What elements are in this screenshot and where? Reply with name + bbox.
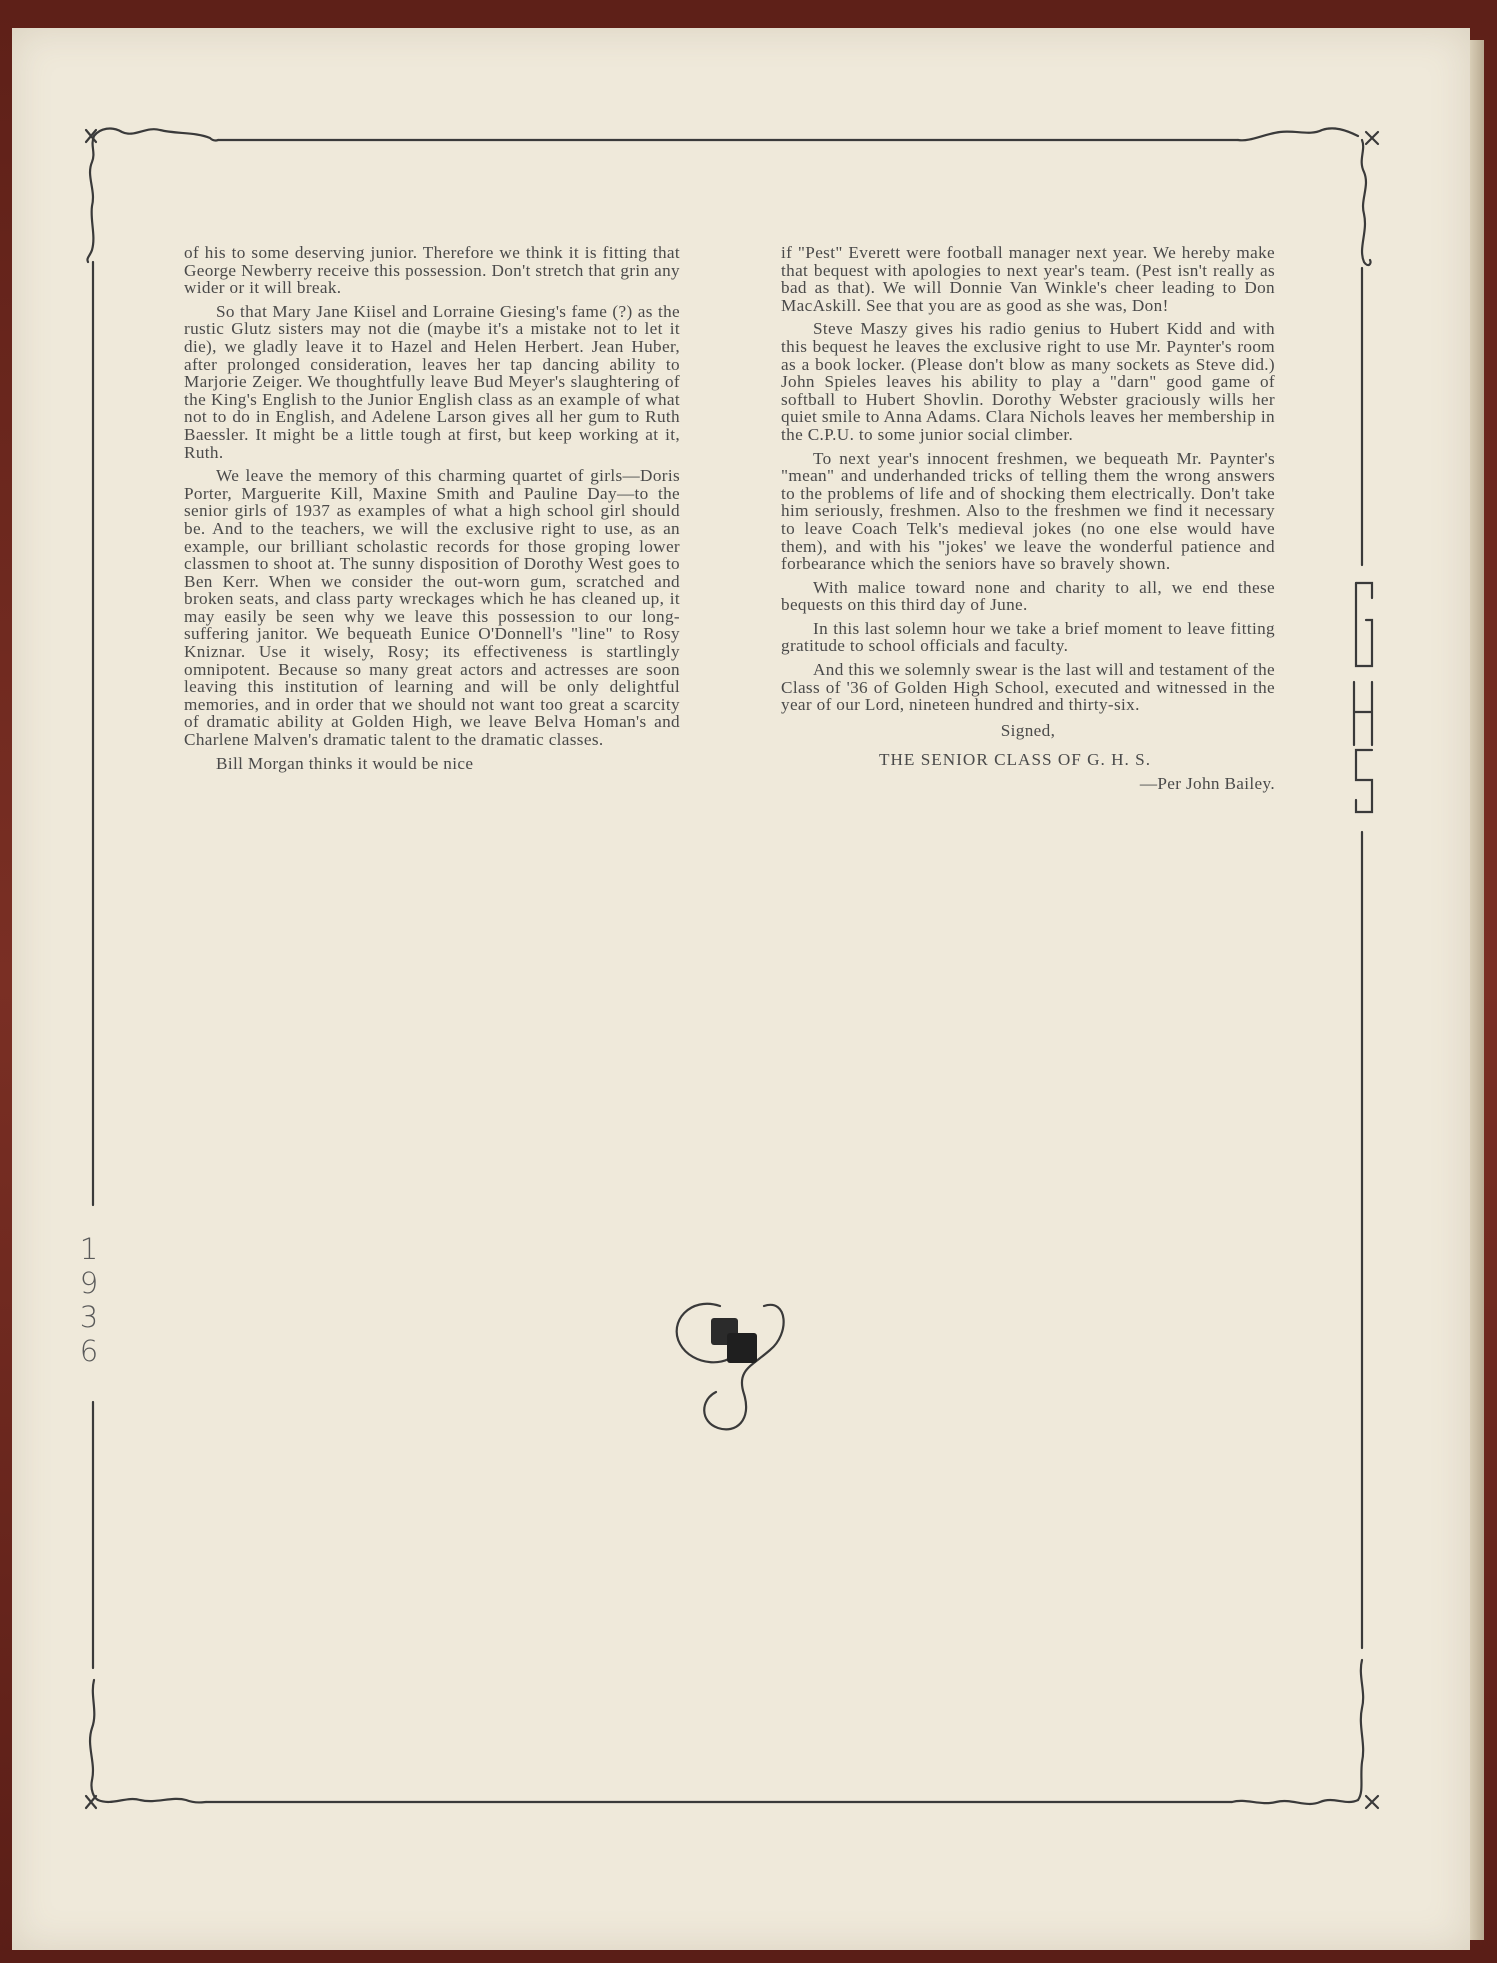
paragraph: of his to some deserving junior. Therefore we think it is fitting that George Newberry receive this possession. Don't stretch that grin any wider or it will break. xyxy=(184,243,680,298)
year-digit: 3 xyxy=(79,1300,99,1334)
year-vertical xyxy=(74,1232,104,1368)
signed-label: Signed, xyxy=(1000,720,1056,740)
paragraph: We leave the memory of this charming quartet of girls—Doris Porter, Marguerite Kill, Maxine Smith and Pauline Day—to the senior girls of 1937 as examples of what a high school girl should be. And to the teachers, we will the exclusive right to use, as an example, our brilliant scholastic records for those groping lower classmen to shoot at. The sunny disposition of Dorothy West goes to Ben Kerr. When we consider the out-worn gum, scratched and broken seats, and class party wreckages which he has cleaned up, it may easily be seen why we leave this possession to our long-suffering janitor. We bequeath Eunice O'Donnell's "line" to Rosy Kniznar. Use it wisely, Rosy; its effectiveness is startlingly omnipotent. Because so many great actors and actresses are soon leaving this institution of learning and will be only delightful memories, and in order that we should not want too great a scarcity of dramatic ability at Golden High, we leave Belva Homan's and Charlene Malven's dramatic talent to the dramatic classes. xyxy=(184,466,680,750)
paragraph: Steve Maszy gives his radio genius to Hubert Kidd and with this bequest he leaves the exclusive right to use Mr. Paynter's room as a book locker. (Please don't blow as many sockets as Steve did.) John Spieles leaves his ability to play a "darn" good game of softball to Hubert Shovlin. Dorothy Webster graciously wills her quiet smile to Anna Adams. Clara Nichols leaves her membership in the C.P.U. to some junior social climber. xyxy=(781,319,1275,444)
year-digit: 6 xyxy=(79,1334,99,1368)
paragraph: With malice toward none and charity to all, we end these bequests on this third day of June. xyxy=(781,577,1275,615)
paragraph: And this we solemnly swear is the last will and testament of the Class of '36 of Golden High School, executed and witnessed in the year of our Lord, nineteen hundred and thirty-six. xyxy=(781,660,1275,715)
paragraph: To next year's innocent freshmen, we bequeath Mr. Paynter's "mean" and underhanded tricks of telling them the wrong answers to the problems of life and of shocking them electrically. Don't take him seriously, freshmen. Also to the freshmen we find it necessary to leave Coach Telk's medieval jokes (no one else would have them), and with his "jokes' we leave the wonderful patience and forbearance which the seniors have so bravely shown. xyxy=(781,448,1275,574)
signature-class: THE SENIOR CLASS OF G. H. S. xyxy=(879,750,1151,770)
monogram-blocks xyxy=(711,1318,757,1363)
paragraph: So that Mary Jane Kiisel and Lorraine Giesing's fame (?) as the rustic Glutz sisters may not die (maybe it's a mistake not to let it die), we gladly leave it to Hazel and Helen Herbert. Jean Huber, after prolonged consideration, leaves her tap dancing ability to Marjorie Zeiger. We thoughtfully leave Bud Meyer's slaughtering of the King's English to the Junior English class as an example of what not to do in English, and Adelene Larson gives all her gum to Ruth Baessler. It might be a little tough at first, but keep working at it, Ruth. xyxy=(184,301,680,462)
paragraph: if "Pest" Everett were football manager next year. We hereby make that bequest with apologies to next year's team. (Pest isn't really as bad as that). We will Donnie Van Winkle's cheer leading to Don MacAskill. See that you are as good as she was, Don! xyxy=(781,243,1275,315)
signature-per: —Per John Bailey. xyxy=(1139,774,1275,794)
column-right xyxy=(781,244,1275,799)
year-digit: 9 xyxy=(79,1266,99,1300)
paragraph: In this last solemn hour we take a brief moment to leave fitting gratitude to school officials and faculty. xyxy=(781,618,1275,656)
side-letters-ghs xyxy=(1354,583,1372,812)
paragraph: Bill Morgan thinks it would be nice xyxy=(216,753,474,773)
column-left xyxy=(184,244,680,778)
year-digit: 1 xyxy=(79,1232,99,1266)
